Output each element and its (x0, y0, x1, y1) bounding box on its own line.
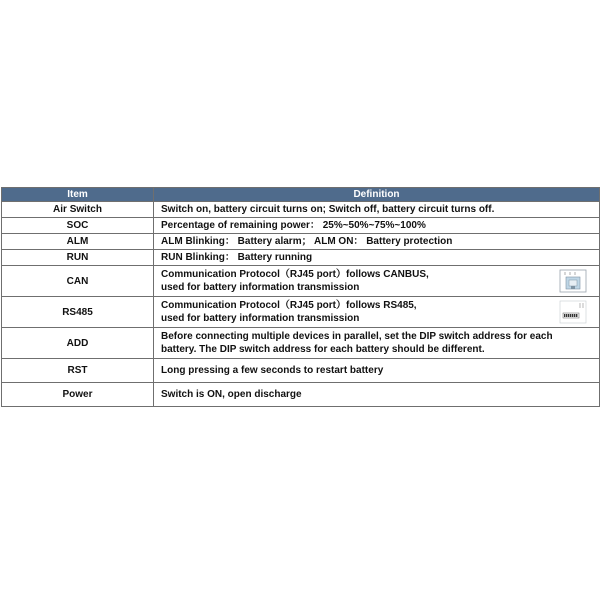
rj45-port-icon (559, 269, 587, 293)
definition-line: Switch on, battery circuit turns on; Switch off, battery circuit turns off. (161, 204, 495, 215)
row-definition-power (154, 383, 600, 407)
row-item-run: RUN (2, 250, 154, 266)
table-row (2, 250, 600, 266)
row-definition-add (154, 328, 600, 359)
table-row (2, 297, 600, 328)
table-row (2, 383, 600, 407)
header-item: Item (2, 188, 154, 202)
table-row (2, 218, 600, 234)
table-row (2, 328, 600, 359)
row-definition-alm (154, 234, 600, 250)
row-definition-rs485 (154, 297, 600, 328)
row-item-air-switch: Air Switch (2, 202, 154, 218)
row-definition-run (154, 250, 600, 266)
row-item-can: CAN (2, 266, 154, 297)
table-row (2, 234, 600, 250)
dip-switch-icon (559, 300, 587, 324)
table-header-row (2, 188, 600, 202)
definition-line: used for battery information transmission (161, 282, 360, 293)
row-item-soc: SOC (2, 218, 154, 234)
definition-line: RUN Blinking： Battery running (161, 252, 313, 263)
row-definition-can (154, 266, 600, 297)
definition-line: ALM Blinking： Battery alarm； ALM ON： Battery protection (161, 236, 453, 247)
row-definition-rst (154, 359, 600, 383)
row-definition-soc (154, 218, 600, 234)
definition-line: Percentage of remaining power： 25%~50%~75%~100% (161, 220, 426, 231)
definition-line: Communication Protocol（RJ45 port）follows RS485, (161, 300, 417, 311)
table-row (2, 202, 600, 218)
definition-line: Switch is ON, open discharge (161, 389, 302, 400)
table-row (2, 266, 600, 297)
row-item-power: Power (2, 383, 154, 407)
table-row (2, 359, 600, 383)
definition-line: Communication Protocol（RJ45 port）follows CANBUS, (161, 269, 429, 280)
row-definition-air-switch (154, 202, 600, 218)
row-item-add: ADD (2, 328, 154, 359)
header-definition: Definition (154, 188, 600, 202)
definition-line: Long pressing a few seconds to restart battery (161, 365, 384, 376)
row-item-alm: ALM (2, 234, 154, 250)
row-item-rs485: RS485 (2, 297, 154, 328)
definition-line: used for battery information transmission (161, 313, 360, 324)
specification-table (1, 187, 600, 407)
definition-line: battery. The DIP switch address for each battery should be different. (161, 344, 485, 355)
definition-line: Before connecting multiple devices in parallel, set the DIP switch address for each (161, 331, 553, 342)
row-item-rst: RST (2, 359, 154, 383)
